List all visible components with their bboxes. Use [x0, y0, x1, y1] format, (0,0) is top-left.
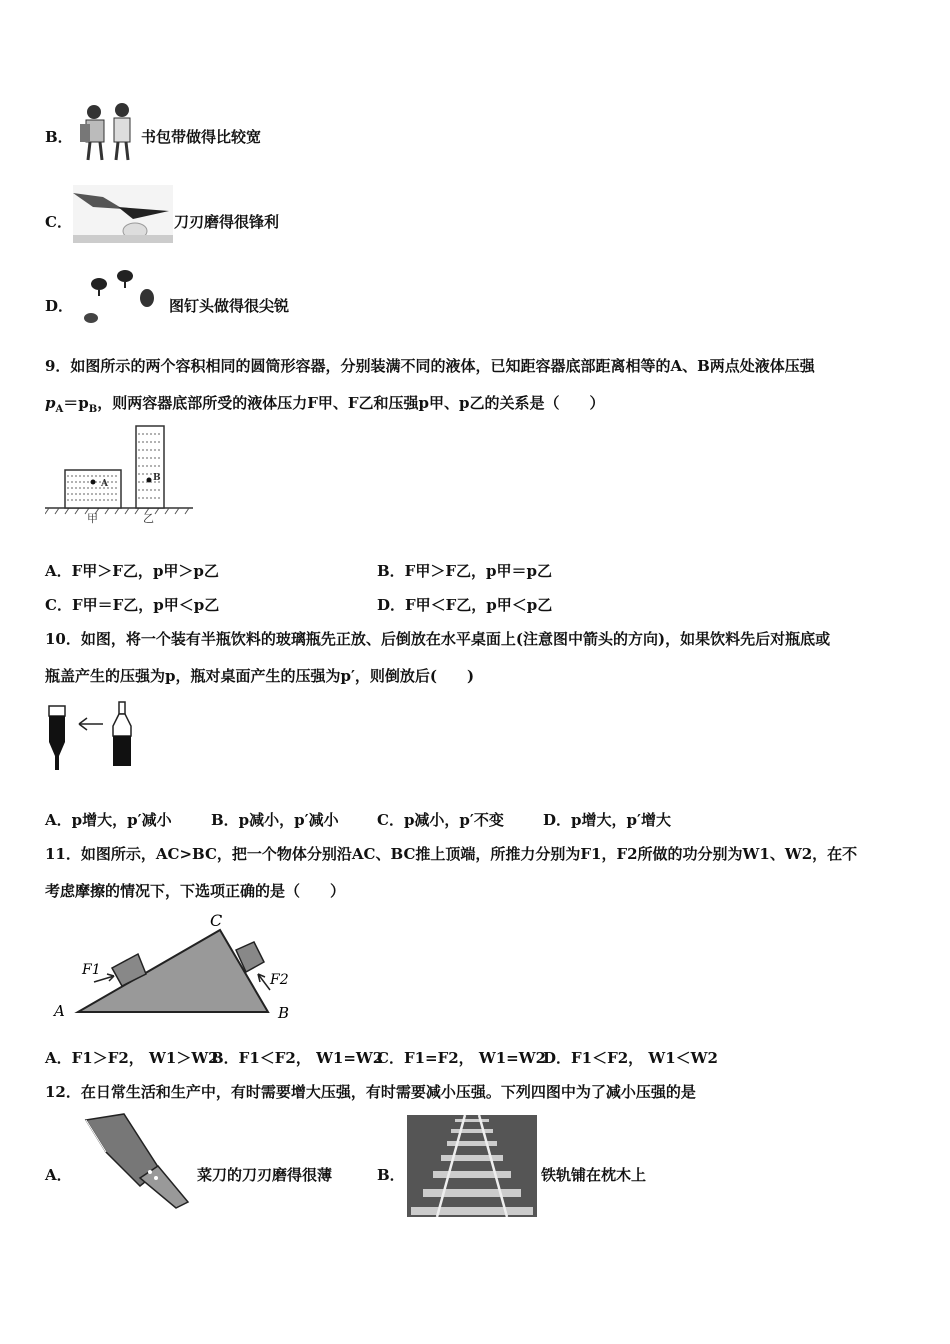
fig-label-yi: 乙 [143, 512, 154, 525]
q11-option-d[interactable]: D．F1＜F2， W1＜W2 [543, 1049, 718, 1067]
q9-subscript-a: A [55, 404, 64, 415]
fig-label-c: C [210, 912, 223, 930]
q10-stem-line1: 10．如图，将一个装有半瓶饮料的玻璃瓶先正放、后倒放在水平桌面上(注意图中箭头的方向)，如果饮料先后对瓶底或 [45, 630, 831, 648]
incline-figure [50, 912, 300, 1024]
q12-option-a-text: 菜刀的刀刃磨得很薄 [197, 1166, 333, 1184]
q9-option-c[interactable]: C．F甲＝F乙，p甲＜p乙 [45, 596, 220, 614]
q8-option-b-text: 书包带做得比较宽 [141, 128, 262, 146]
containers-figure [45, 424, 195, 528]
q11-option-c[interactable]: C．F1=F2， W1=W2 [377, 1049, 547, 1067]
bottles-figure [45, 700, 140, 774]
option-letter: D． [45, 297, 74, 315]
q9-option-d[interactable]: D．F甲＜F乙，p甲＜p乙 [377, 596, 553, 614]
q10-option-b[interactable]: B．p减小，p′减小 [211, 811, 339, 829]
option-letter: B． [377, 1166, 405, 1184]
q9-stem-rest: ，则两容器底部所受的液体压力F甲、F乙和压强p甲、p乙的关系是（ ） [97, 394, 605, 412]
q12-option-a[interactable] [45, 1164, 72, 1185]
cleaver-figure [80, 1112, 192, 1210]
q11-option-b[interactable]: B．F1＜F2， W1=W2 [211, 1049, 384, 1067]
q11-stem-line1: 11．如图所示，AC>BC，把一个物体分别沿AC、BC推上顶端，所推力分别为F1，F2所做的功分别为W1、W2，在不 [45, 845, 858, 863]
q9-equals: ＝p [63, 394, 89, 412]
q9-stem-line2 [45, 392, 605, 415]
fig-label-f1: F1 [82, 962, 101, 978]
q9-stem-line1: 9．如图所示的两个容积相同的圆筒形容器，分别装满不同的液体，已知距容器底部距离相等的A、B两点处液体压强 [45, 357, 815, 375]
q9-subscript-b: B [88, 404, 98, 415]
q8-option-c[interactable] [45, 211, 72, 232]
q8-option-b[interactable] [45, 126, 73, 147]
option-letter: C． [45, 213, 72, 231]
fig-label-a: A [101, 479, 108, 489]
q10-option-a[interactable]: A．p增大，p′减小 [45, 811, 172, 829]
q9-option-a[interactable]: A．F甲＞F乙，p甲＞p乙 [45, 562, 219, 580]
q10-stem-line2: 瓶盖产生的压强为p，瓶对桌面产生的压强为p′，则倒放后( ) [45, 667, 475, 685]
fig-label-a: A [54, 1002, 65, 1020]
q8-option-c-text: 刀刃磨得很锋利 [174, 213, 280, 231]
q12-option-b[interactable] [377, 1164, 405, 1185]
q12-stem-line1: 12．在日常生活和生产中，有时需要增大压强，有时需要减小压强。下列四图中为了减小压强的是 [45, 1083, 696, 1101]
railway-figure [407, 1115, 537, 1217]
q8-option-d-text: 图钉头做得很尖锐 [169, 297, 290, 315]
fig-label-jia: 甲 [87, 512, 98, 525]
q8-option-d[interactable] [45, 295, 73, 316]
fig-label-b: B [278, 1004, 290, 1022]
fig-label-f2: F2 [270, 972, 289, 988]
q9-option-b[interactable]: B．F甲＞F乙，p甲＝p乙 [377, 562, 552, 580]
q9-p-symbol: p [45, 394, 56, 412]
option-letter: A． [45, 1166, 72, 1184]
knife-figure [73, 185, 173, 243]
thumbtack-figure [73, 266, 167, 332]
q11-option-a[interactable]: A．F1＞F2， W1＞W2 [45, 1049, 219, 1067]
q10-option-d[interactable]: D．p增大，p′增大 [543, 811, 671, 829]
fig-label-b: B [153, 473, 161, 483]
schoolbag-figure [76, 100, 138, 162]
q10-option-c[interactable]: C．p减小，p′不变 [377, 811, 504, 829]
q12-option-b-text: 铁轨铺在枕木上 [541, 1166, 647, 1184]
q11-stem-line2: 考虑摩擦的情况下，下选项正确的是（ ） [45, 882, 346, 900]
option-letter: B． [45, 128, 73, 146]
